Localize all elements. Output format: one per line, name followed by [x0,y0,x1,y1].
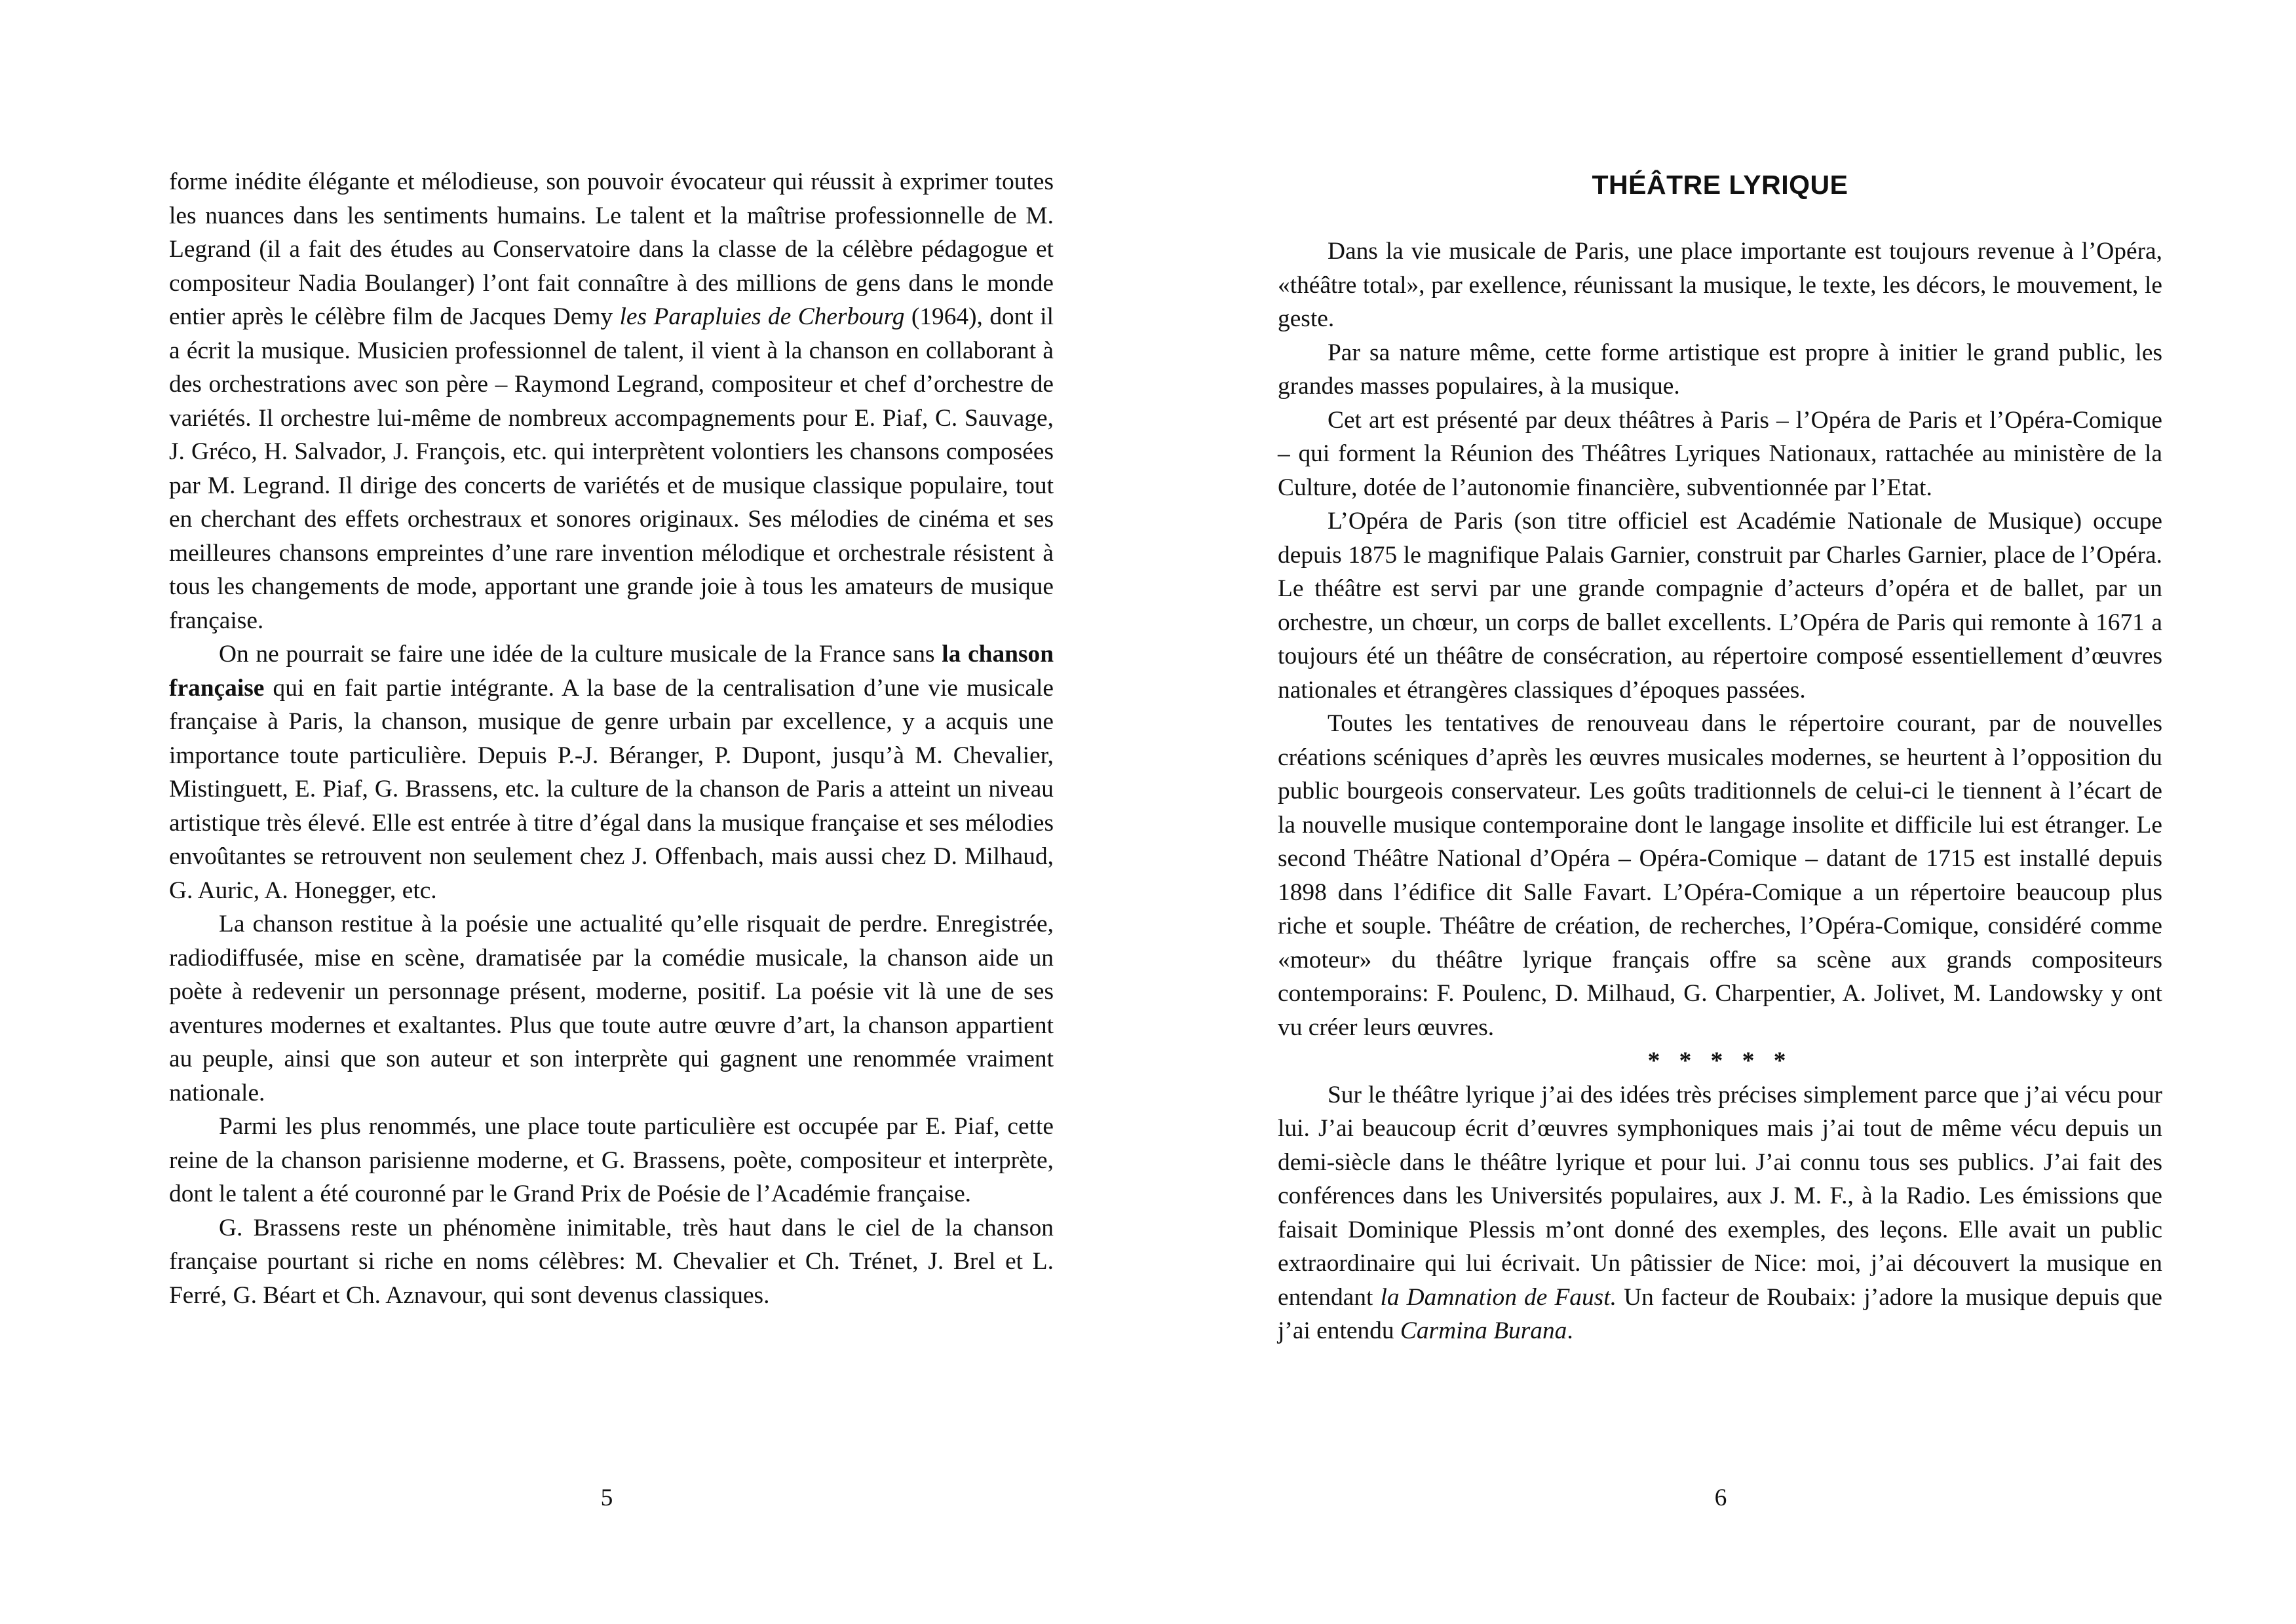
chapter-title: THÉÂTRE LYRIQUE [1592,170,1848,200]
paragraph: forme inédite élégante et mélodieuse, son pouvoir évocateur qui réussit à exprimer toutes les nuances dans les sentiments humains. Le talent et la maîtrise professionnelle de M. Legrand (il a fait des études au Conservatoire dans la classe de la célèbre pédagogue et compositeur Nadia Boulanger) l’ont fait connaître à des millions de gens dans le monde entier après le célèbre film de Jacques Demy les Parapluies de Cherbourg (1964), dont il a écrit la musique. Musicien professionnel de talent, il vient à la chanson en collaborant à des orchestrations avec son père – Raymond Legrand, compositeur et chef d’orchestre de variétés. Il orchestre lui-même de nombreux accompagnements pour E. Piaf, C. Sauvage, J. Gréco, H. Salvador, J. François, etc. qui interprètent volontiers les chansons composées par M. Legrand. Il dirige des concerts de variétés et de musique classique populaire, tout en cherchant des effets orchestraux et sonores originaux. Ses mélodies de cinéma et ses meilleures chansons empreintes d’une rare invention mélodique et orchestrale résistent à tous les changements de mode, apportant une grande joie à tous les amateurs de musique française. [169,168,1054,634]
page-number: 5 [600,1484,613,1511]
film-title: les Parapluies de Cherbourg [619,303,905,330]
right-page [1148,0,2296,1624]
paragraph: Parmi les plus renommés, une place toute particulière est occupée par E. Piaf, cette reine de la chanson parisienne moderne, et G. Brassens, poète, compositeur et interprète, dont le talent a été couronné par le Grand Prix de Poésie de l’Académie française. [169,1113,1054,1207]
work-title: la Damnation de Faust. [1380,1283,1617,1311]
right-page-text [1278,165,2162,1348]
left-page-text [169,165,1054,1312]
paragraph: On ne pourrait se faire une idée de la culture musicale de la France sans la chanson française qui en fait partie intégrante. A la base de la centralisation d’une vie musicale française à Paris, la chanson, musique de genre urbain par excellence, y a acquis une importance toute particulière. Depuis P.-J. Béranger, P. Dupont, jusqu’à M. Chevalier, Mistinguett, E. Piaf, G. Brassens, etc. la culture de la chanson de Paris a atteint un niveau artistique très élevé. Elle est entrée à titre d’égal dans la musique française et ses mélodies envoûtantes se retrouvent non seulement chez J. Offenbach, mais aussi chez D. Milhaud, G. Auric, A. Honegger, etc. [169,641,1054,904]
paragraph: Sur le théâtre lyrique j’ai des idées très précises simplement parce que j’ai vécu pour lui. J’ai beaucoup écrit d’œuvres symphoniques mais j’ai tout de même vécu depuis un demi-siècle dans le théâtre lyrique et pour lui. J’ai connu tous ses publics. J’ai fait des conférences dans les Universités populaires, aux J. M. F., à la Radio. Les émissions que faisait Dominique Plessis m’ont donné des exemples, des leçons. Elle avait un public extraordinaire qui lui écrivait. Un pâtissier de Nice: moi, j’ai découvert la musique en entendant la Damnation de Faust. Un facteur de Roubaix: j’adore la musique depuis que j’ai entendu Carmina Burana. [1278,1081,2163,1344]
bold-term: la chanson française [169,641,1054,702]
paragraph: L’Opéra de Paris (son titre officiel est Académie Nationale de Musique) occupe depuis 1875 le magnifique Palais Garnier, construit par Charles Garnier, place de l’Opéra. Le théâtre est servi par une grande compagnie d’acteurs d’opéra et de ballet, par un orchestre, un chœur, un corps de ballet excellents. L’Opéra de Paris qui remonte à 1671 a toujours été un théâtre de consécration, au répertoire composé essentiellement d’œuvres nationales et étrangères classiques d’époques passées. [1278,508,2162,704]
paragraph: La chanson restitue à la poésie une actualité qu’elle risquait de perdre. Enregistrée, radiodiffusée, mise en scène, dramatisée par la comédie musicale, la chanson aide un poète à redevenir un personnage présent, moderne, positif. La poésie vit là une de ses aventures modernes et exaltantes. Plus que toute autre œuvre d’art, la chanson appartient au peuple, ainsi que son auteur et son interprète qui gagnent une renommée vraiment nationale. [169,911,1054,1106]
paragraph: Dans la vie musicale de Paris, une place importante est toujours revenue à l’Opéra, «théâtre total», par exellence, réunissant la musique, le texte, les décors, le mouvement, le geste. [1278,238,2162,332]
paragraph: Cet art est présenté par deux théâtres à Paris – l’Opéra de Paris et l’Opéra-Comique – qui forment la Réunion des Théâtres Lyriques Nationaux, rattachée au ministère de la Culture, dotée de l’autonomie financière, subventionnée par l’Etat. [1278,406,2162,501]
page-number: 6 [1714,1484,1727,1511]
paragraph: G. Brassens reste un phénomène inimitable, très haut dans le ciel de la chanson française pourtant si riche en noms célèbres: M. Chevalier et Ch. Trénet, J. Brel et L. Ferré, G. Béart et Ch. Aznavour, qui sont devenus classiques. [169,1214,1054,1309]
work-title: Carmina Burana [1400,1317,1567,1344]
paragraph: Par sa nature même, cette forme artistique est propre à initier le grand public, les grandes masses populaires, à la musique. [1278,339,2162,400]
paragraph: Toutes les tentatives de renouveau dans le répertoire courant, par de nouvelles créations scéniques d’après les œuvres musicales modernes, se heurtent à l’opposition du public bourgeois conservateur. Les goûts traditionnels de celui-ci le tiennent à l’écart de la nouvelle musique contemporaine dont le langage insolite et difficile lui est étranger. Le second Théâtre National d’Opéra – Opéra-Comique – datant de 1715 est installé depuis 1898 dans l’édifice dit Salle Favart. L’Opéra-Comique a un répertoire beaucoup plus riche et souple. Théâtre de création, de recherches, l’Opéra-Comique, considéré comme «moteur» du théâtre lyrique français offre sa scène aux grands compositeurs contemporains: F. Poulenc, D. Milhaud, G. Charpentier, A. Jolivet, M. Landowsky y ont vu créer leurs œuvres. [1278,710,2162,1041]
section-separator: * * * * * [1647,1048,1793,1074]
